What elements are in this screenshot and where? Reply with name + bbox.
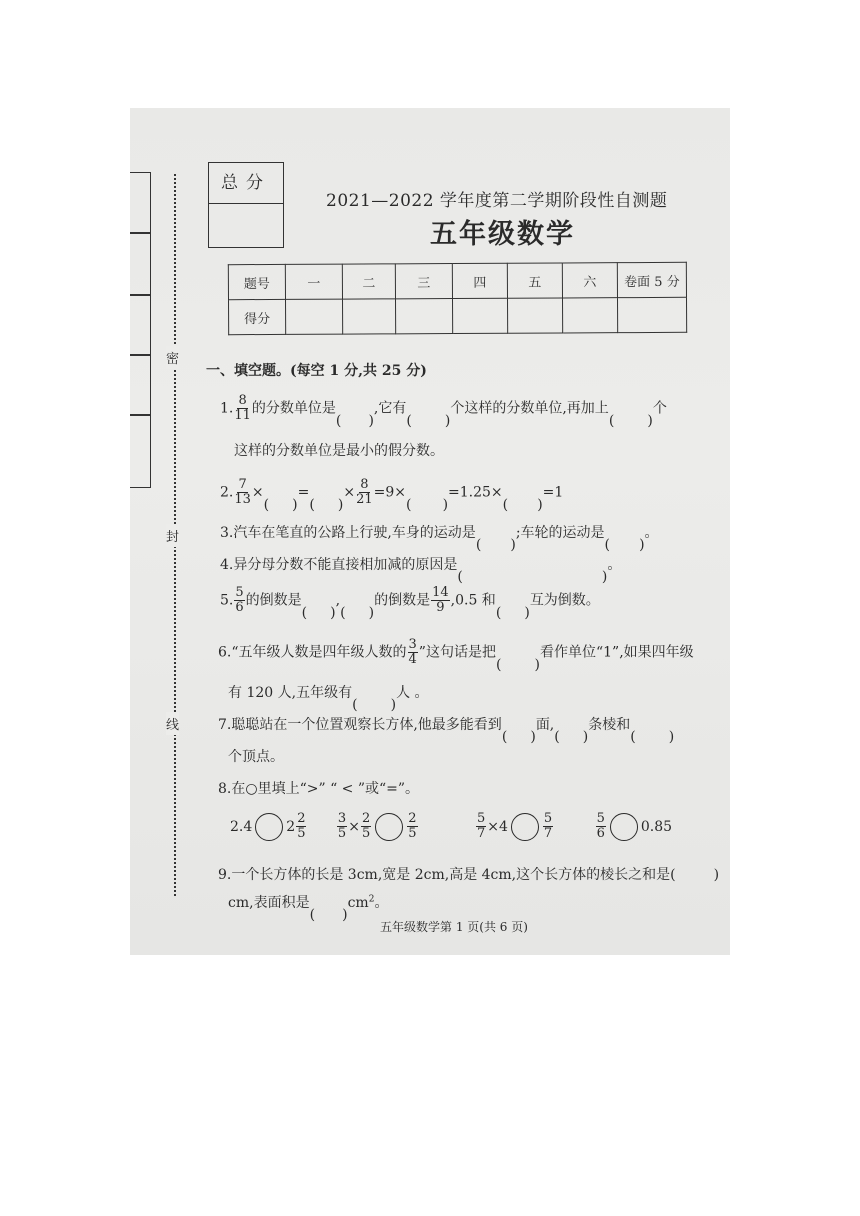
score-blank[interactable] [562,298,617,333]
binding-box-5 [130,414,151,488]
compare-b: $\frac{3}{5}$ × $\frac{2}{5}$ $\frac{2}{5}$ [337,811,417,841]
compare-circle[interactable] [255,813,283,841]
fraction: $\frac{5}{6}$ [235,585,244,615]
seal-mark-feng: 封 [166,524,179,547]
fraction: $\frac{2}{5}$ [297,811,306,841]
question-1-line2: 这样的分数单位是最小的假分数。 [234,443,444,459]
score-cell-label: 题号 [228,264,285,299]
subject-title: 五年级数学 [430,219,575,250]
score-table-score-row [229,297,687,334]
score-cell-6: 六 [562,263,617,298]
total-score-label: 总分 [209,163,283,204]
compare-circle[interactable] [610,813,638,841]
fraction: $\frac{2}{5}$ [408,811,417,841]
binding-box-1 [130,172,151,234]
question-1: 1. $\frac{8}{11}$ 的分数单位是 ,它有 个这样的分数单位,再加上 个 [220,393,667,423]
question-9: 9.一个长方体的长是 3cm,宽是 2cm,高是 4cm,这个长方体的棱长之和是( ) [218,867,720,883]
section-1-heading: 一、填空题。(每空 1 分,共 25 分) [206,363,427,379]
question-7: 7.聪聪站在一个位置观察长方体,他最多能看到 面, 条棱和 [218,717,631,733]
compare-circle[interactable] [511,813,539,841]
score-blank[interactable] [617,297,686,332]
score-blank[interactable] [286,299,343,334]
question-4: 4.异分母分数不能直接相加减的原因是 。 [220,557,622,573]
fraction: $\frac{5}{6}$ [596,811,605,841]
score-table-header-row [228,262,686,299]
question-8: 8.在○里填上“>” “ < ”或“=”。 [218,781,420,797]
score-cell-3: 三 [395,264,452,299]
score-table [228,262,687,335]
question-7-line2: 个顶点。 [228,749,284,765]
total-score-box [208,162,284,248]
exam-photo [130,108,730,955]
q1-number: 1. [220,400,234,417]
score-blank[interactable] [396,299,453,334]
fraction: $\frac{3}{4}$ [408,637,417,667]
binding-box-3 [130,294,151,356]
fraction: $\frac{8}{11}$ [234,393,251,423]
question-8-comparisons [230,812,672,841]
fraction: $\frac{3}{5}$ [337,811,347,841]
fraction: $\frac{2}{5}$ [361,811,371,841]
exam-title: 2021—2022 学年度第二学期阶段性自测题 [326,191,668,211]
fraction: $\frac{5}{7}$ [543,811,553,841]
score-cell-5: 五 [507,263,562,298]
page-footer: 五年级数学第 1 页(共 6 页) [380,920,528,934]
score-cell-4: 四 [452,263,507,298]
question-5: 5. $\frac{5}{6}$ 的倒数是 , 的倒数是 $\frac{14}{9}$ ,0.5 和 互为倒数。 [220,585,600,615]
question-2: 2. $\frac{7}{13}$ × = × $\frac{8}{21}$ =9× =1.25× =1 [220,477,564,507]
fraction: $\frac{8}{21}$ [356,477,373,507]
score-row-label: 得分 [229,299,286,334]
question-9-line2: cm,表面积是 $cm^2$。 [228,894,389,911]
compare-a: 2.4 2 $\frac{2}{5}$ [230,811,306,841]
score-cell-neatness: 卷面 5 分 [617,262,686,297]
question-6: 6.“五年级人数是四年级人数的 $\frac{3}{4}$ ”这句话是把 看作单位“1”,如果四年级 [218,637,694,667]
score-blank[interactable] [343,299,396,334]
score-blank[interactable] [453,298,508,333]
compare-c: $\frac{5}{7}$ ×4 $\frac{5}{7}$ [476,811,553,841]
seal-mark-mi: 密 [166,346,179,369]
question-6-line2: 有 120 人,五年级有 人 。 [228,685,429,701]
score-cell-1: 一 [285,264,342,299]
fraction: $\frac{14}{9}$ [432,585,449,615]
score-cell-2: 二 [342,264,395,299]
score-blank[interactable] [507,298,562,333]
fraction: $\frac{7}{13}$ [234,477,251,507]
fraction: $\frac{5}{7}$ [476,811,486,841]
binding-box-2 [130,232,151,296]
question-3: 3.汽车在笔直的公路上行驶,车身的运动是 ;车轮的运动是 。 [220,525,659,541]
compare-d: $\frac{5}{6}$ 0.85 [596,811,673,841]
binding-box-4 [130,354,151,416]
seal-mark-xian: 线 [166,712,179,735]
compare-circle[interactable] [375,813,403,841]
